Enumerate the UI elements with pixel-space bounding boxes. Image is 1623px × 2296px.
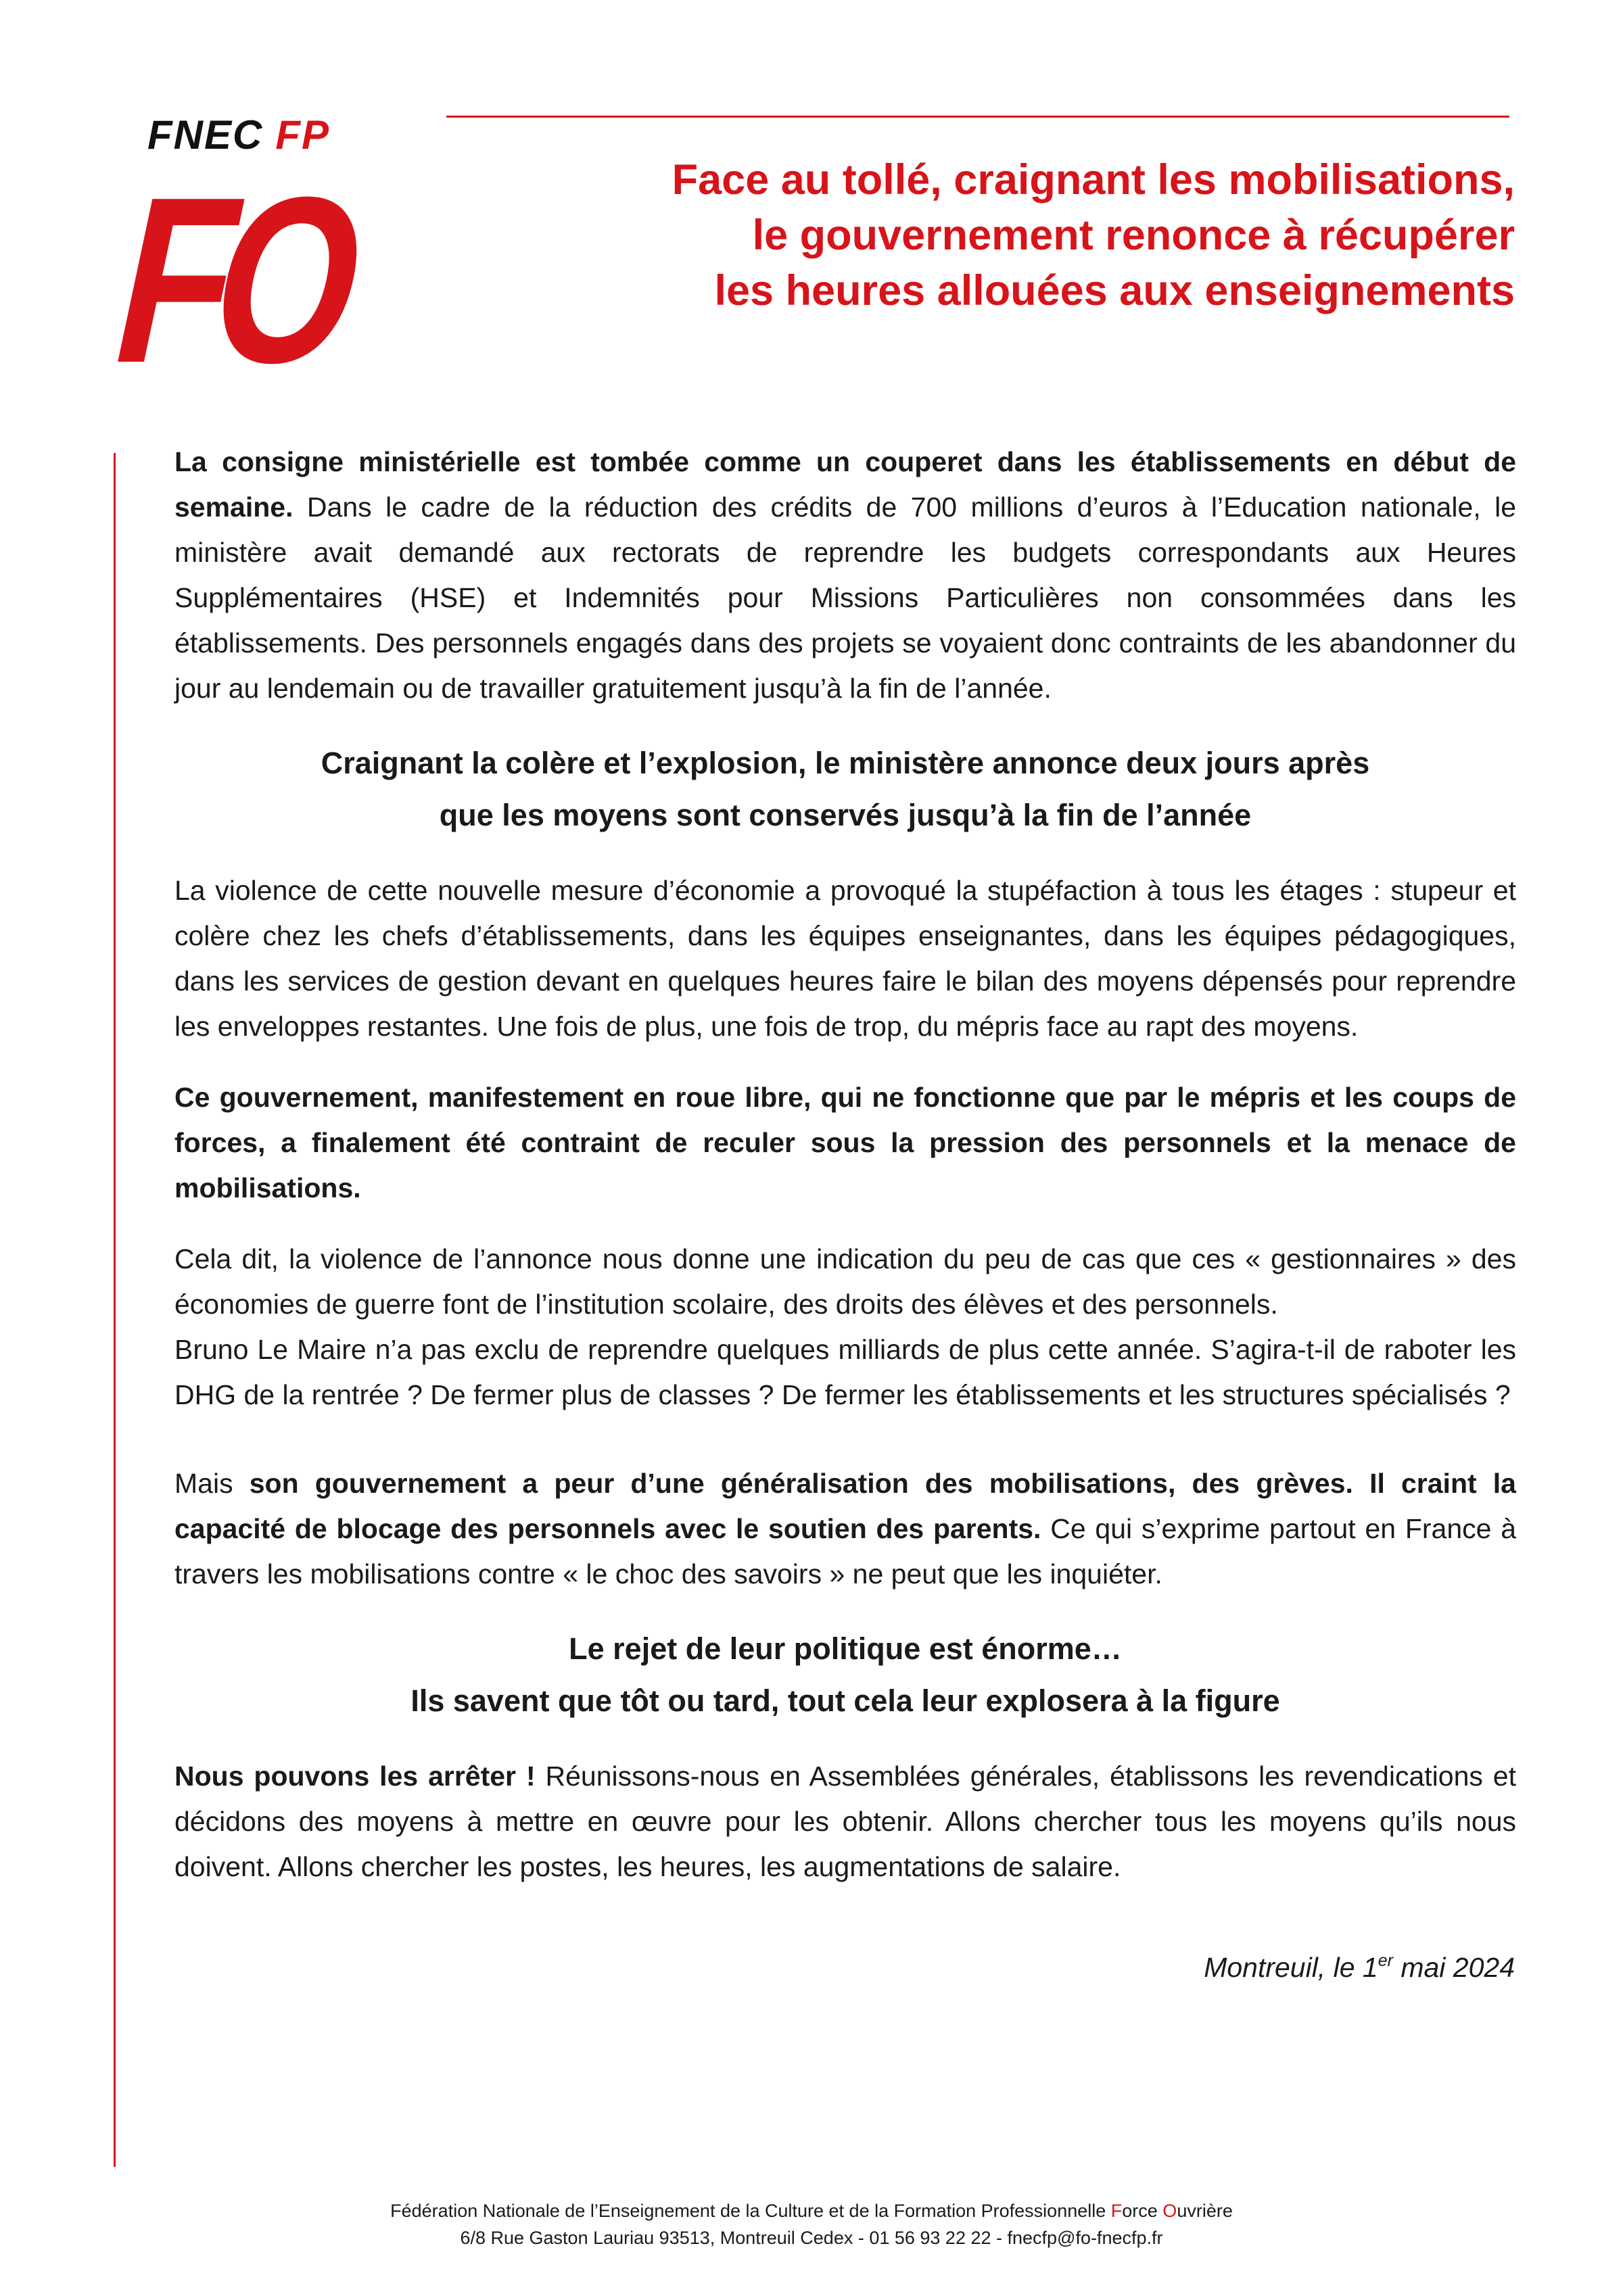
paragraph-5 bbox=[174, 1461, 1516, 1597]
paragraph-6 bbox=[174, 1754, 1516, 1890]
paragraph-1 bbox=[174, 439, 1516, 711]
headline bbox=[672, 152, 1515, 318]
place-date-suffix: mai 2024 bbox=[1392, 1952, 1515, 1983]
fo-logo-letters: FO bbox=[95, 148, 442, 413]
paragraph-4a: Cela dit, la violence de l’annonce nous donne une indication du peu de cas que ces « gestionnaires » des économies de guerre font de l’institution scolaire, des droits des élèves et des personnels. bbox=[174, 1243, 1516, 1320]
subheading-2-line-2: Ils savent que tôt ou tard, tout cela leur explosera à la figure bbox=[410, 1683, 1280, 1718]
org-name-fp: FP bbox=[275, 112, 331, 158]
headline-line-1: Face au tollé, craignant les mobilisations, bbox=[672, 156, 1515, 204]
margin-rule bbox=[114, 453, 116, 2167]
footer-federation-name: Fédération Nationale de l’Enseignement de la Culture et de la Formation Professionnelle bbox=[390, 2201, 1111, 2221]
paragraph-1-text: Dans le cadre de la réduction des crédits de 700 millions d’euros à l’Education nationale, le ministère avait demandé aux rectorats de reprendre les budgets correspondants aux Heures Supplémentaires (HSE) et Indemnités pour Missions Particulières non consommées dans les établissements. Des personnels engagés dans des projets se voyaient donc contraints de les abandonner du jour au lendemain ou de travailler gratuitement jusqu’à la fin de l’année. bbox=[174, 492, 1516, 704]
subheading-2 bbox=[174, 1623, 1516, 1727]
subheading-1-line-2: que les moyens sont conservés jusqu’à la fin de l’année bbox=[439, 798, 1252, 832]
footer bbox=[0, 2197, 1623, 2251]
paragraph-1-lead: La consigne ministérielle est tombée comme un couperet dans les établissements en début de semaine. bbox=[174, 446, 1516, 523]
paragraph-2: La violence de cette nouvelle mesure d’économie a provoqué la stupéfaction à tous les étages : stupeur et colère chez les chefs d’établissements, dans les équipes enseignantes, dans les équipes pédagogiques, dans les services de gestion devant en quelques heures faire le bilan des moyens dépensés pour reprendre les enveloppes restantes. Une fois de plus, une fois de trop, du mépris face au rapt des moyens. bbox=[174, 875, 1516, 1042]
subheading-1-line-1: Craignant la colère et l’explosion, le ministère annonce deux jours après bbox=[321, 746, 1370, 780]
footer-f-letter: F bbox=[1110, 2201, 1123, 2221]
footer-line-1 bbox=[0, 2197, 1623, 2224]
subheading-1 bbox=[174, 737, 1516, 841]
footer-uvriere: uvrière bbox=[1177, 2201, 1233, 2221]
article-body bbox=[174, 439, 1516, 1984]
footer-orce: orce bbox=[1122, 2201, 1163, 2221]
footer-address: 6/8 Rue Gaston Lauriau 93513, Montreuil Cedex - 01 56 93 22 22 - fnecfp@fo-fnecfp.fr bbox=[460, 2228, 1163, 2248]
headline-line-2: le gouvernement renonce à récupérer bbox=[752, 212, 1515, 259]
place-date-ordinal: er bbox=[1378, 1951, 1393, 1970]
footer-o-letter: O bbox=[1162, 2201, 1177, 2221]
fo-logo-mark bbox=[95, 148, 442, 413]
paragraph-5-post: Ce qui s’exprime partout en France à travers les mobilisations contre « le choc des savoirs » ne peut que les inquiéter. bbox=[174, 1513, 1516, 1589]
place-date bbox=[174, 1952, 1515, 1984]
subheading-2-line-1: Le rejet de leur politique est énorme… bbox=[569, 1631, 1122, 1666]
headline-line-3: les heures allouées aux enseignements bbox=[714, 267, 1515, 314]
paragraph-3 bbox=[174, 1075, 1516, 1211]
paragraph-4b: Bruno Le Maire n’a pas exclu de reprendre quelques milliards de plus cette année. S’agira-t-il de raboter les DHG de la rentrée ? De fermer plus de classes ? De fermer les établissements et les structures spécialisés ? bbox=[174, 1334, 1516, 1410]
fo-fnec-fp-logo bbox=[95, 112, 442, 413]
place-date-prefix: Montreuil, le 1 bbox=[1204, 1952, 1378, 1983]
paragraph-6-text: Réunissons-nous en Assemblées générales, établissons les revendications et décidons des moyens à mettre en œuvre pour les obtenir. Allons chercher tous les moyens qu’ils nous doivent. Allons chercher les postes, les heures, les augmentations de salaire. bbox=[174, 1761, 1516, 1882]
header-rule bbox=[446, 116, 1509, 118]
paragraph-6-lead: Nous pouvons les arrêter ! bbox=[174, 1761, 536, 1792]
paragraph-5-pre: Mais bbox=[174, 1468, 250, 1499]
org-name-fnec: FNEC bbox=[147, 112, 264, 158]
paragraph-3-bold: Ce gouvernement, manifestement en roue libre, qui ne fonctionne que par le mépris et les coups de forces, a finalement été contraint de reculer sous la pression des personnels et la menace de mobilisations. bbox=[174, 1082, 1516, 1203]
paragraph-5-bold: son gouvernement a peur d’une généralisation des mobilisations, des grèves. Il craint la capacité de blocage des personnels avec le soutien des parents. bbox=[174, 1468, 1516, 1544]
